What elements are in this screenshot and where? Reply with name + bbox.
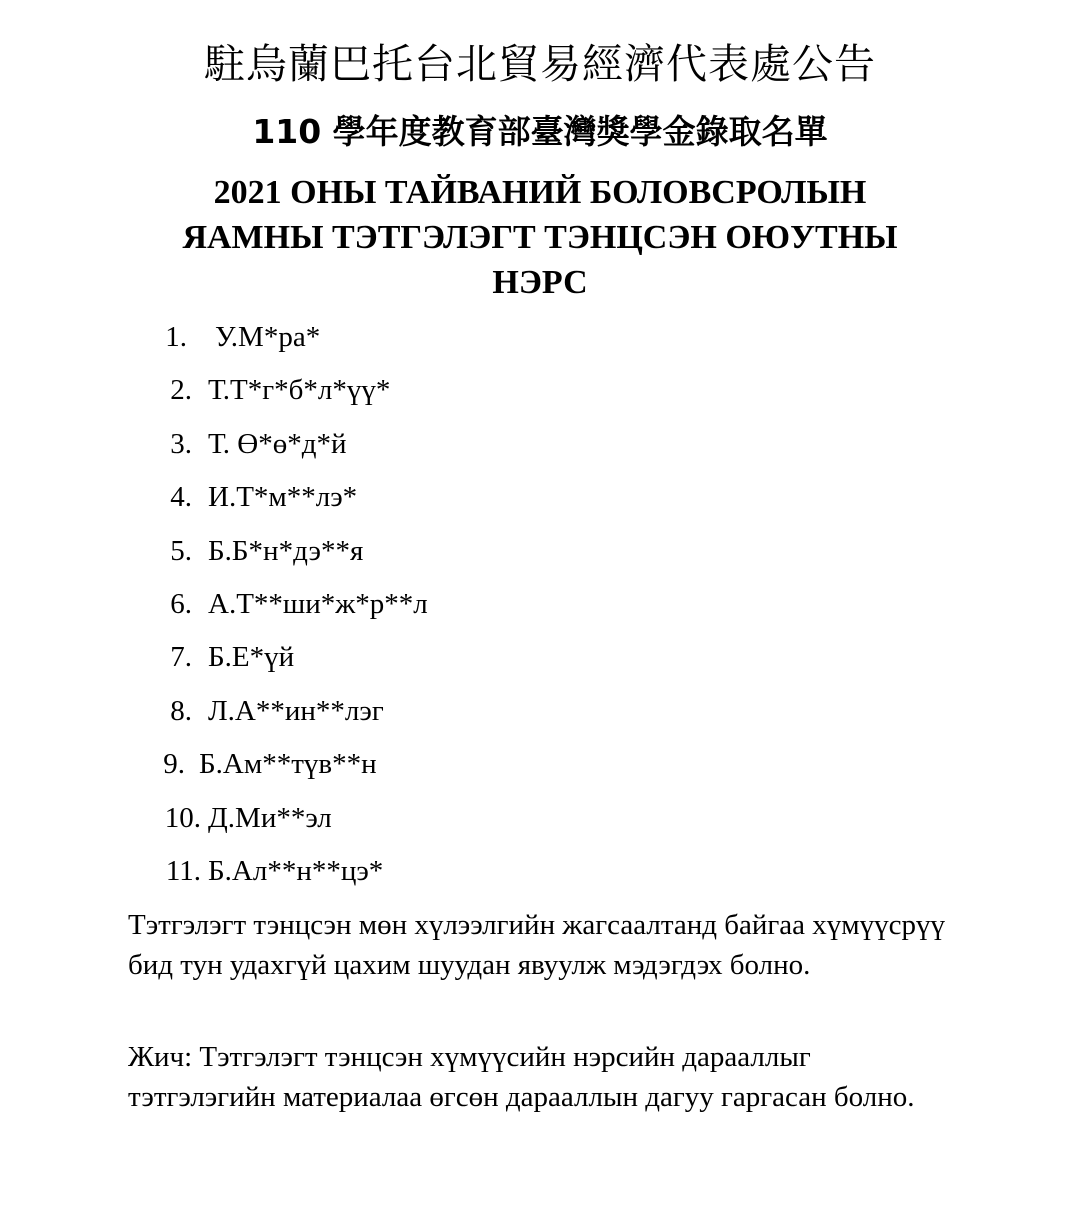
list-item bbox=[0, 476, 1080, 529]
list-item bbox=[0, 797, 1080, 850]
list-item-number: 4. bbox=[170, 481, 192, 514]
list-item-name: Б.Е*үй bbox=[208, 641, 295, 674]
list-item-name: Т. Ө*ө*д*й bbox=[208, 427, 347, 460]
list-item-name: Л.А**ин**лэг bbox=[208, 694, 384, 727]
list-item-number: 2. bbox=[170, 374, 192, 407]
list-item-name: Д.Ми**эл bbox=[208, 801, 332, 834]
list-item-name: Б.Ам**түв**н bbox=[199, 748, 377, 781]
list-item-number: 7. bbox=[170, 641, 192, 674]
page-title-chinese: 駐烏蘭巴托台北貿易經濟代表處公告 bbox=[204, 40, 876, 88]
list-item-number: 3. bbox=[170, 427, 192, 460]
list-item-number: 1. bbox=[165, 321, 187, 353]
notice-paragraph-order: Жич: Тэтгэлэгт тэнцсэн хүмүүсийн нэрсийн дарааллыг тэтгэлэгийн материалаа өгсөн дарааллын дагуу гаргасан болно. bbox=[128, 1041, 915, 1113]
list-item-number: 11. bbox=[165, 854, 201, 887]
list-item-number: 5. bbox=[170, 534, 192, 567]
list-item bbox=[0, 369, 1080, 422]
list-item bbox=[0, 316, 1080, 369]
list-item bbox=[0, 850, 1080, 903]
page-title-mongolian: 2021 ОНЫ ТАЙВАНИЙ БОЛОВСРОЛЫН ЯАМНЫ ТЭТГЭЛЭГТ ТЭНЦСЭН ОЮУТНЫ НЭРС bbox=[182, 174, 898, 301]
notice-paragraph-email: Тэтгэлэгт тэнцсэн мөн хүлээлгийн жагсаалтанд байгаа хүмүүсрүү бид тун удахгүй цахим шуудан явуулж мэдэгдэх болно. bbox=[128, 909, 946, 981]
list-item bbox=[0, 530, 1080, 583]
page-subtitle-chinese: 110 學年度教育部臺灣獎學金錄取名單 bbox=[252, 112, 828, 151]
list-item bbox=[0, 690, 1080, 743]
list-item-number: 8. bbox=[170, 694, 192, 727]
list-item-name: Б.Ал**н**цэ* bbox=[208, 854, 384, 887]
list-item-name: У.М*ра* bbox=[215, 321, 321, 353]
list-item bbox=[0, 423, 1080, 476]
list-item-name: Т.Т*г*б*л*үү* bbox=[208, 374, 391, 407]
list-item-number: 10. bbox=[164, 801, 201, 834]
awardee-list bbox=[0, 316, 1080, 903]
list-item bbox=[0, 583, 1080, 636]
list-item-name: А.Т**ши*ж*р**л bbox=[208, 587, 428, 620]
list-item-number: 9. bbox=[163, 748, 185, 781]
list-item bbox=[0, 636, 1080, 689]
list-item-number: 6. bbox=[170, 587, 192, 620]
list-item bbox=[0, 743, 1080, 796]
list-item-name: Б.Б*н*дэ**я bbox=[208, 534, 364, 567]
list-item-name: И.Т*м**лэ* bbox=[208, 481, 358, 514]
